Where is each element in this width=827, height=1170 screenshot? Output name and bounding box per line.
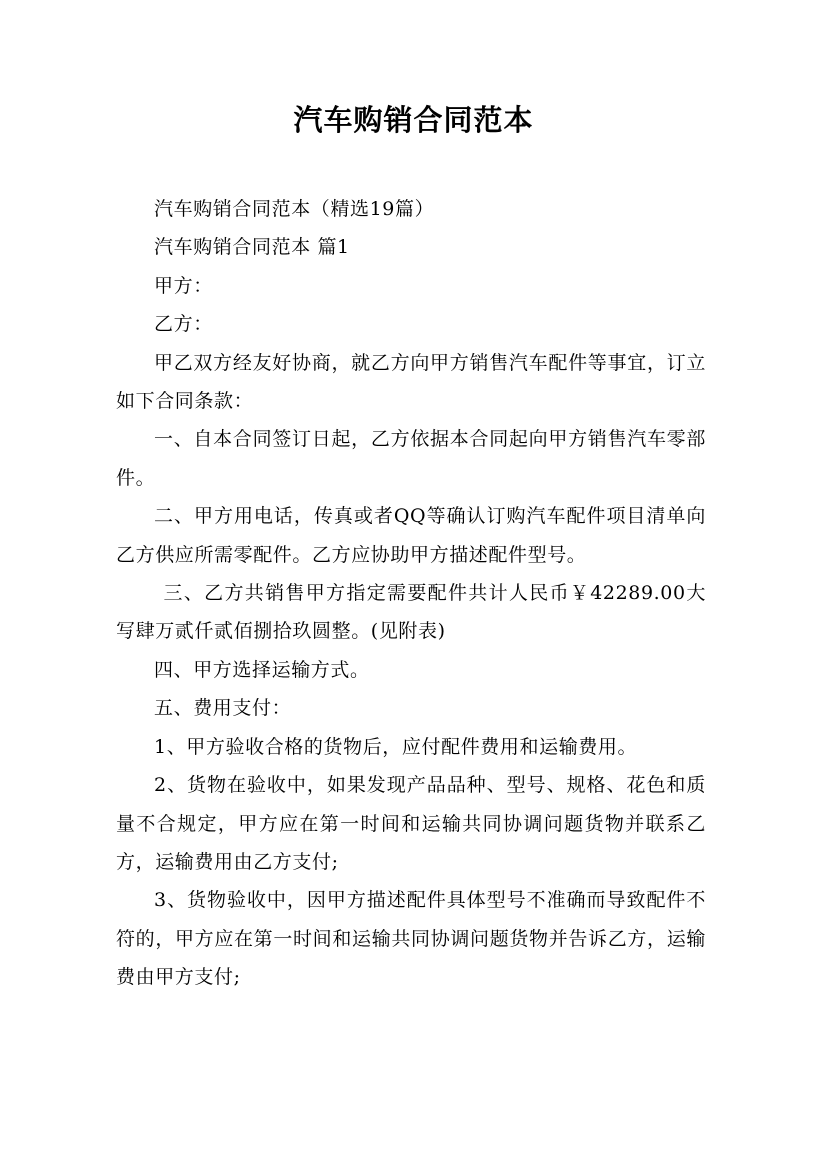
paragraph-clause-4: 四、甲方选择运输方式。 — [154, 658, 370, 681]
paragraph-party-b: 乙方： — [154, 313, 213, 336]
paragraph-payment-2: 2、货物在验收中，如果发现产品品种、型号、规格、花色和质量不合规定，甲方应在第一时间和运输共同协调问题货物并联系乙方，运输费用由乙方支付; — [116, 774, 706, 873]
paragraph-clause-2: 二、甲方用电话，传真或者QQ等确认订购汽车配件项目清单向乙方供应所需零配件。乙方应协助甲方描述配件型号。 — [116, 505, 706, 566]
paragraph-payment-1: 1、甲方验收合格的货物后，应付配件费用和运输费用。 — [154, 735, 638, 758]
paragraph-party-a: 甲方： — [154, 274, 213, 297]
paragraph-clause-3: 三、乙方共销售甲方指定需要配件共计人民币￥42289.00大写肆万贰仟贰佰捌拾玖圆整。(见附表) — [116, 582, 706, 643]
paragraph-intro: 甲乙双方经友好协商，就乙方向甲方销售汽车配件等事宜，订立如下合同条款： — [116, 351, 706, 413]
paragraph-subtitle: 汽车购销合同范本（精选19篇） — [154, 198, 435, 220]
paragraph-payment-3: 3、货物验收中，因甲方描述配件具体型号不准确而导致配件不符的，甲方应在第一时间和运输共同协调问题货物并告诉乙方，运输费由甲方支付; — [116, 889, 706, 989]
document-body — [116, 190, 706, 997]
document-title: 汽车购销合同范本 — [293, 103, 534, 137]
paragraph-clause-1: 一、自本合同签订日起，乙方依据本合同起向甲方销售汽车零部件。 — [116, 428, 706, 489]
paragraph-clause-5: 五、费用支付： — [154, 697, 292, 720]
paragraph-section-heading: 汽车购销合同范本 篇1 — [154, 236, 350, 259]
